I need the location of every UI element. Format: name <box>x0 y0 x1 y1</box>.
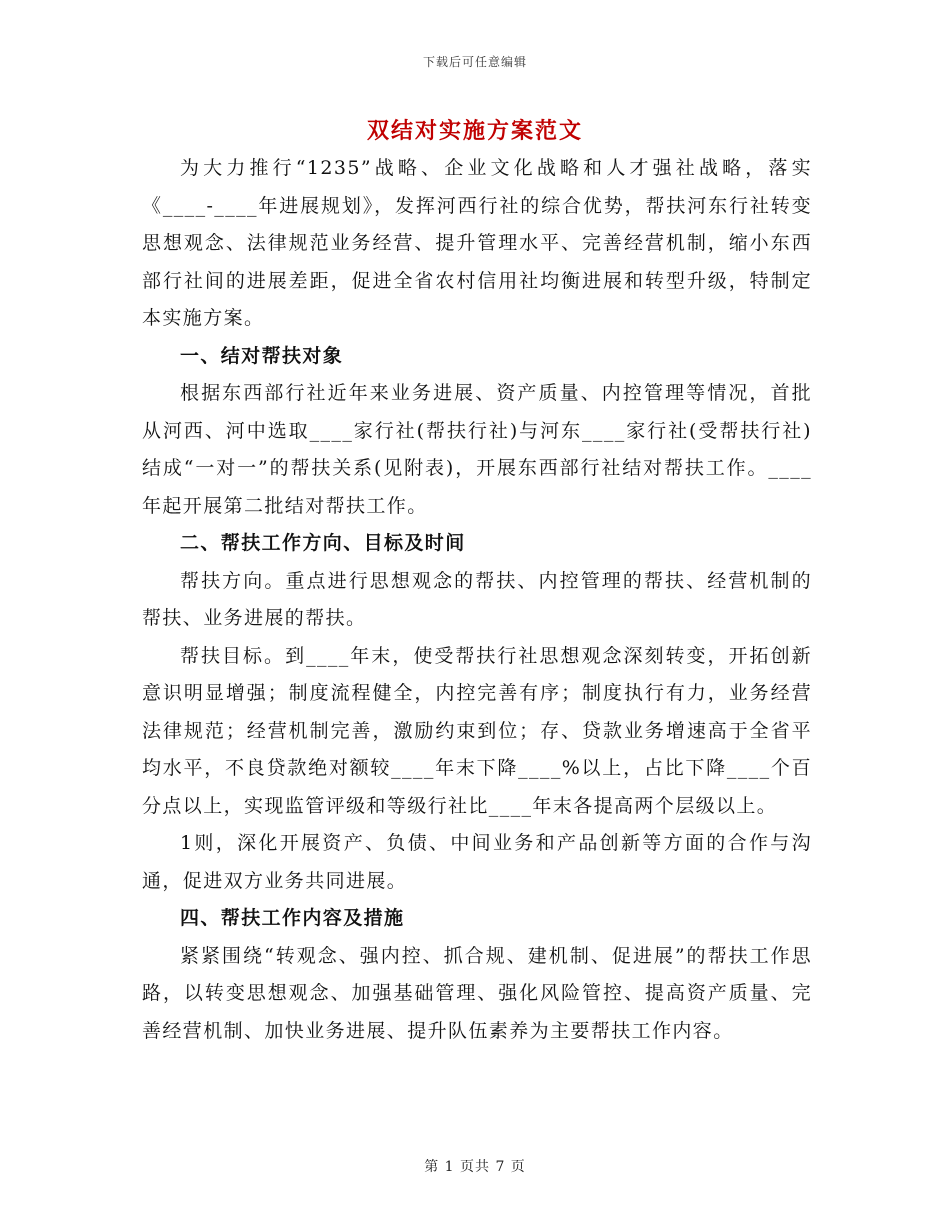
page-number-footer: 第 1 页共 7 页 <box>424 1159 526 1175</box>
page-header-note: 下载后可任意编辑 <box>422 55 527 69</box>
document-body <box>142 150 812 1050</box>
paragraph-intro: 为大力推行“1235”战略、企业文化战略和人才强社战略，落实《____-____年进展规划》，发挥河西行社的综合优势，帮扶河东行社转变思想观念、法律规范业务经营、提升管理水平、完善经营机制，缩小东西部行社间的进展差距，促进全省农村信用社均衡进展和转型升级，特制定本实施方案。 <box>142 157 812 329</box>
paragraph-content: 紧紧围绕“转观念、强内控、抓合规、建机制、促进展”的帮扶工作思路，以转变思想观念、加强基础管理、强化风险管控、提高资产质量、完善经营机制、加快业务进展、提升队伍素养为主要帮扶工作内容。 <box>142 944 812 1042</box>
section-heading-4: 四、帮扶工作内容及措施 <box>180 907 405 929</box>
document-title: 双结对实施方案范文 <box>366 118 583 144</box>
section-heading-2: 二、帮扶工作方向、目标及时间 <box>180 532 466 554</box>
paragraph-targets: 根据东西部行社近年来业务进展、资产质量、内控管理等情况，首批从河西、河中选取____家行社(帮扶行社)与河东____家行社(受帮扶行社)结成“一对一”的帮扶关系(见附表)，开展东西部行社结对帮扶工作。____年起开展第二批结对帮扶工作。 <box>142 382 812 517</box>
paragraph-direction: 帮扶方向。重点进行思想观念的帮扶、内控管理的帮扶、经营机制的帮扶、业务进展的帮扶。 <box>142 569 812 629</box>
paragraph-cooperation: 1则，深化开展资产、负债、中间业务和产品创新等方面的合作与沟通，促进双方业务共同进展。 <box>142 832 812 892</box>
paragraph-goals: 帮扶目标。到____年末，使受帮扶行社思想观念深刻转变，开拓创新意识明显增强；制度流程健全，内控完善有序；制度执行有力，业务经营法律规范；经营机制完善，激励约束到位；存、贷款业务增速高于全省平均水平，不良贷款绝对额较____年末下降____%以上，占比下降____个百分点以上，实现监管评级和等级行社比____年末各提高两个层级以上。 <box>142 644 812 817</box>
section-heading-1: 一、结对帮扶对象 <box>180 344 344 367</box>
